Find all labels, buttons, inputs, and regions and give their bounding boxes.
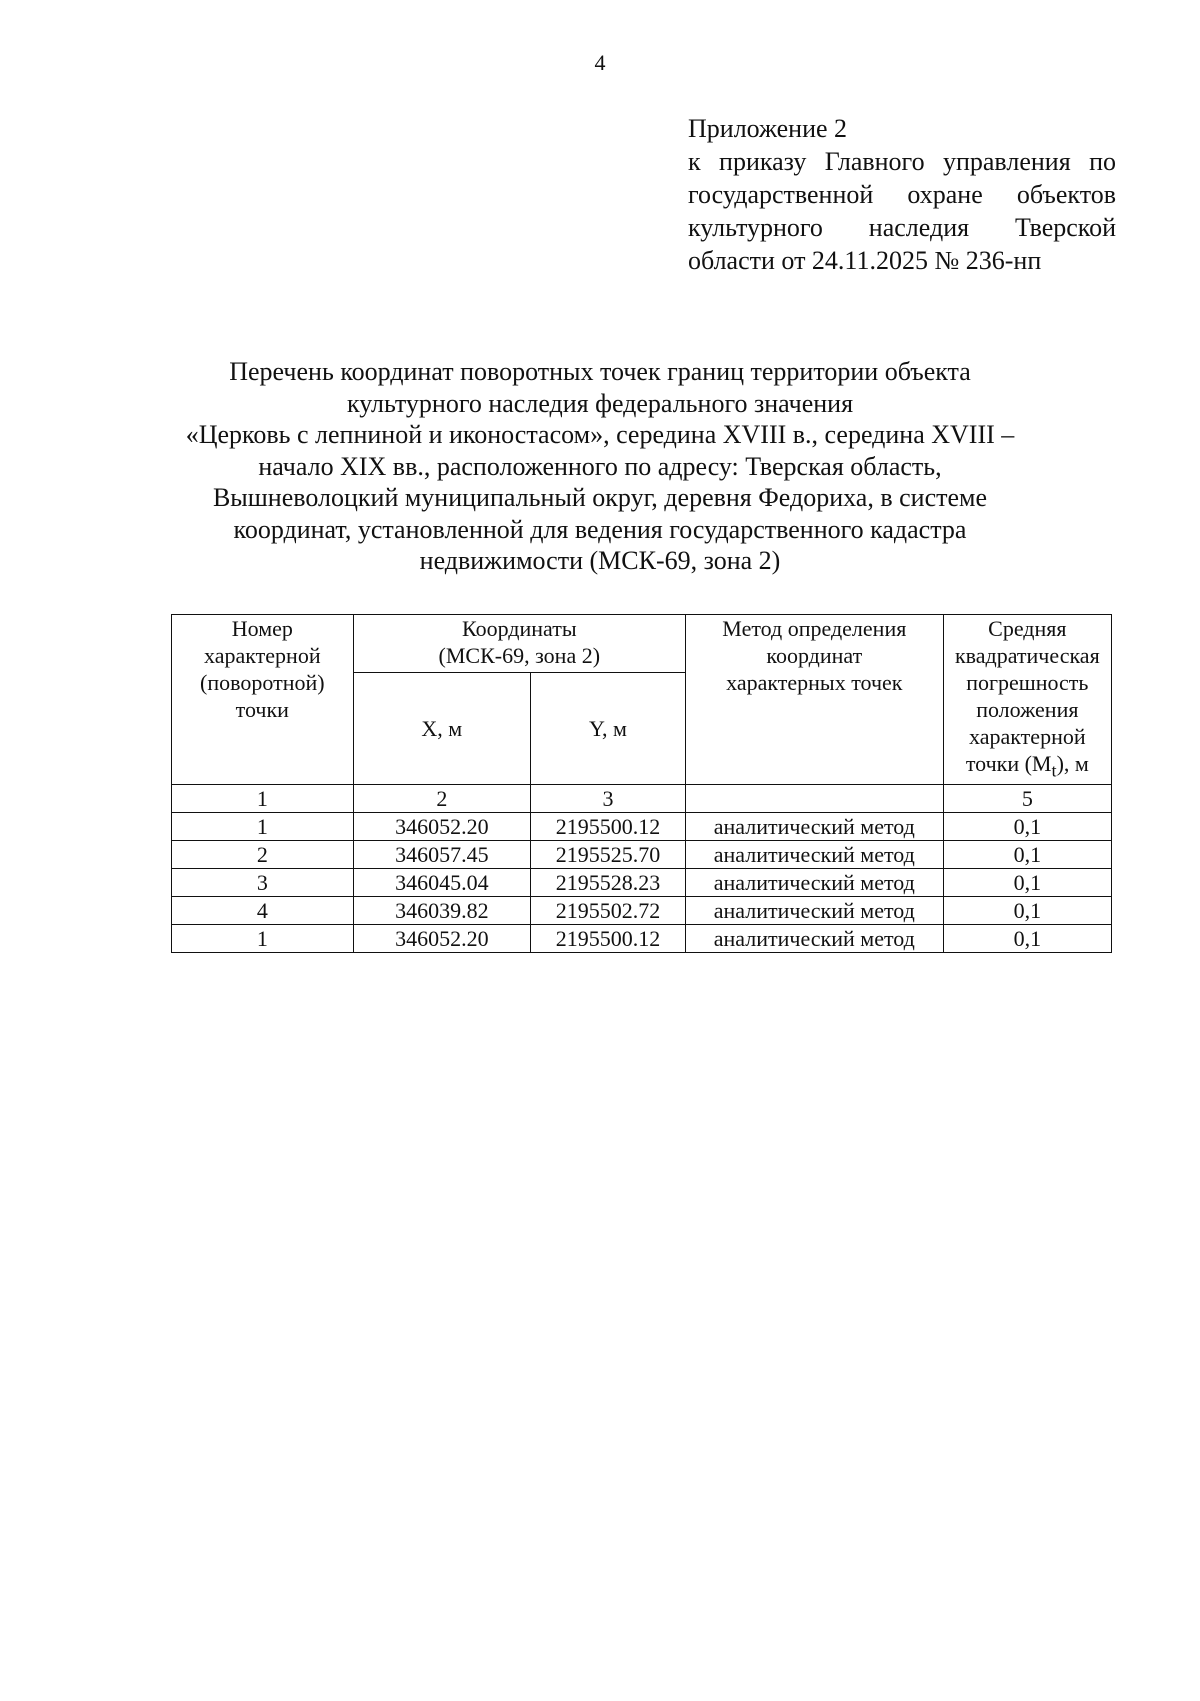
cell-method: аналитический метод: [685, 869, 943, 897]
column-number-row: [172, 785, 1112, 813]
cell-point-number: 1: [172, 925, 354, 953]
column-number: 2: [353, 785, 530, 813]
header-line: Координаты: [461, 616, 577, 641]
cell-method: аналитический метод: [685, 813, 943, 841]
cell-error: 0,1: [943, 841, 1111, 869]
table-row: [172, 869, 1112, 897]
title-line: начало XIX вв., расположенного по адресу: Тверская область,: [258, 451, 942, 481]
annex-line: к приказу Главного управления по: [688, 147, 1116, 176]
header-line: характерной: [969, 724, 1086, 749]
header-line: Средняя: [988, 616, 1067, 641]
header-line: характерной: [204, 643, 321, 668]
title-line: «Церковь с лепниной и иконостасом», середина XVIII в., середина XVIII –: [185, 420, 1015, 449]
header-point-number: [172, 615, 354, 785]
cell-y: 2195525.70: [530, 841, 685, 869]
cell-y: 2195500.12: [530, 813, 685, 841]
error-label-prefix: точки (M: [965, 751, 1052, 776]
column-number: 1: [172, 785, 354, 813]
header-line: квадратическая: [954, 643, 1100, 668]
header-coordinates: [353, 615, 685, 673]
cell-y: 2195500.12: [530, 925, 685, 953]
cell-method: аналитический метод: [685, 925, 943, 953]
column-number: 3: [530, 785, 685, 813]
title-line: координат, установленной для ведения государственного кадастра: [233, 514, 967, 544]
annex-block: [688, 112, 1116, 277]
error-label-suffix: ), м: [1056, 751, 1089, 776]
header-line: координат: [766, 643, 863, 668]
header-line: [948, 750, 1107, 784]
cell-x: 346045.04: [353, 869, 530, 897]
cell-x: 346052.20: [353, 925, 530, 953]
title-line: Вышневолоцкий муниципальный округ, деревня Федориха, в системе: [212, 483, 988, 512]
header-line: положения: [976, 697, 1079, 722]
cell-x: 346052.20: [353, 813, 530, 841]
annex-line: государственной охране объектов: [688, 180, 1116, 209]
table-row: [172, 925, 1112, 953]
cell-method: аналитический метод: [685, 841, 943, 869]
cell-method: аналитический метод: [685, 897, 943, 925]
document-title: [150, 356, 1050, 577]
cell-x: 346057.45: [353, 841, 530, 869]
header-mean-error: [943, 615, 1111, 785]
header-line: Метод определения: [722, 616, 907, 641]
table-row: [172, 841, 1112, 869]
cell-error: 0,1: [943, 897, 1111, 925]
header-x: X, м: [353, 672, 530, 785]
annex-line: области от 24.11.2025 № 236-нп: [688, 246, 1042, 275]
cell-point-number: 1: [172, 813, 354, 841]
column-number: [685, 785, 943, 813]
coordinates-table: [171, 614, 1112, 953]
cell-error: 0,1: [943, 813, 1111, 841]
annex-line: Приложение 2: [688, 114, 848, 143]
cell-point-number: 2: [172, 841, 354, 869]
error-label-sub: t: [1051, 760, 1057, 781]
cell-point-number: 3: [172, 869, 354, 897]
header-line: (МСК-69, зона 2): [438, 643, 601, 668]
annex-line: культурного наследия Тверской: [688, 213, 1116, 242]
cell-error: 0,1: [943, 925, 1111, 953]
column-number: 5: [943, 785, 1111, 813]
cell-error: 0,1: [943, 869, 1111, 897]
cell-y: 2195528.23: [530, 869, 685, 897]
header-line: характерных точек: [726, 670, 903, 695]
header-line: (поворотной): [200, 670, 325, 695]
header-method: [685, 615, 943, 785]
header-line: погрешность: [966, 670, 1089, 695]
header-line: Номер: [231, 616, 293, 641]
title-line: Перечень координат поворотных точек границ территории объекта: [229, 357, 971, 386]
header-line: точки: [235, 697, 289, 722]
cell-x: 346039.82: [353, 897, 530, 925]
cell-y: 2195502.72: [530, 897, 685, 925]
cell-point-number: 4: [172, 897, 354, 925]
table-row: [172, 813, 1112, 841]
title-line: культурного наследия федерального значения: [346, 388, 854, 418]
table-row: [172, 897, 1112, 925]
title-line: недвижимости (МСК-69, зона 2): [419, 546, 781, 575]
header-y: Y, м: [530, 672, 685, 785]
page-number: 4: [594, 50, 606, 75]
